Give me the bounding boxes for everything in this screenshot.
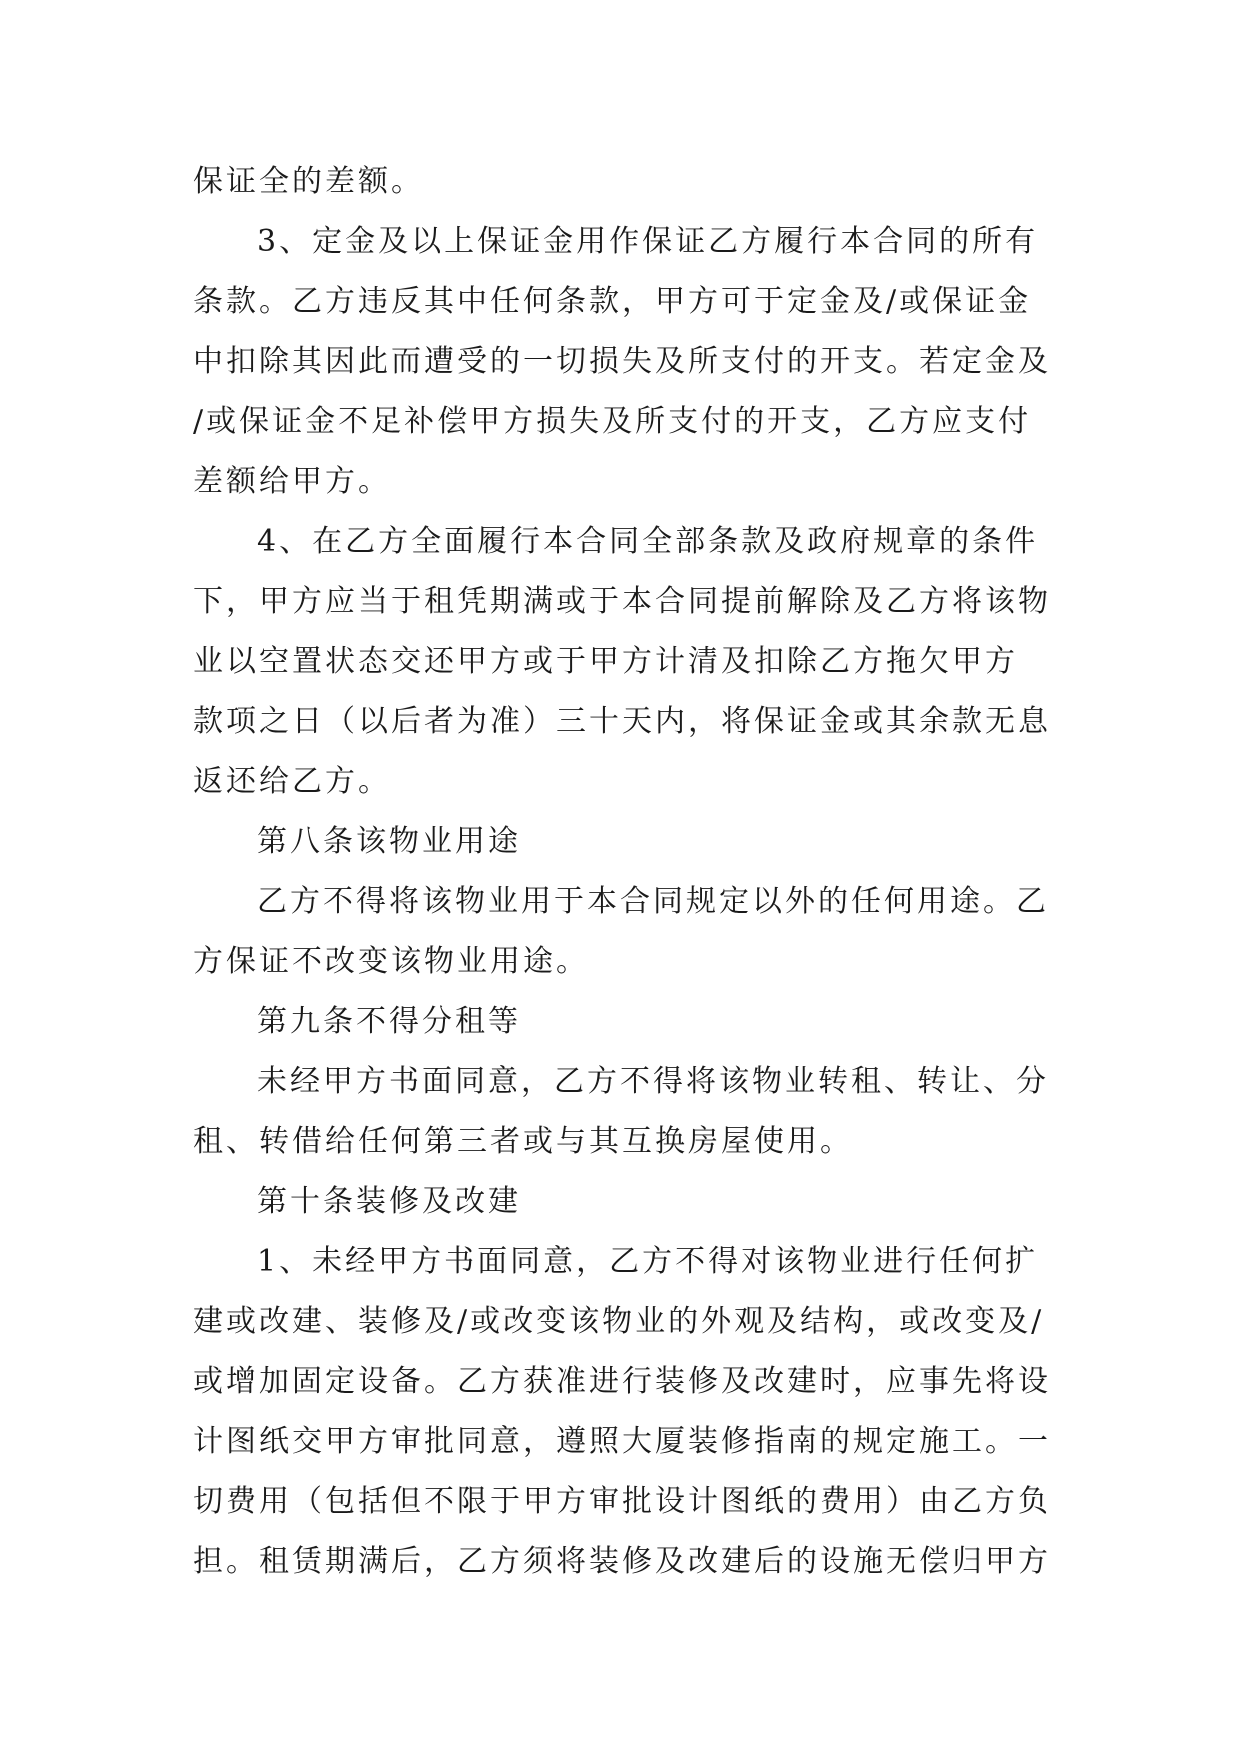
text-line: 第十条装修及改建 xyxy=(257,1184,521,1219)
paragraph-article-9 xyxy=(193,1052,1055,1172)
text-line: 差额给甲方。 xyxy=(193,464,391,499)
text-line: 担。租赁期满后，乙方须将装修及改建后的设施无偿归甲方 xyxy=(193,1544,1051,1579)
text-line: 3、定金及以上保证金用作保证乙方履行本合同的所有 xyxy=(257,224,1039,259)
text-line: 乙方不得将该物业用于本合同规定以外的任何用途。乙 xyxy=(257,884,1049,919)
text-line: 未经甲方书面同意，乙方不得将该物业转租、转让、分 xyxy=(257,1064,1049,1099)
document-body xyxy=(193,152,1055,1592)
text-line: 4、在乙方全面履行本合同全部条款及政府规章的条件 xyxy=(257,524,1039,559)
text-line: 业以空置状态交还甲方或于甲方计清及扣除乙方拖欠甲方 xyxy=(193,644,1018,679)
text-line: 切费用（包括但不限于甲方审批设计图纸的费用）由乙方负 xyxy=(193,1484,1051,1519)
text-line: 第九条不得分租等 xyxy=(257,1004,521,1039)
heading-article-10 xyxy=(193,1172,1055,1232)
text-line: 第八条该物业用途 xyxy=(257,824,521,859)
text-line: 下，甲方应当于租凭期满或于本合同提前解除及乙方将该物 xyxy=(193,584,1051,619)
heading-article-8 xyxy=(193,812,1055,872)
text-line: 计图纸交甲方审批同意，遵照大厦装修指南的规定施工。一 xyxy=(193,1424,1051,1459)
text-line: 条款。乙方违反其中任何条款，甲方可于定金及/或保证金 xyxy=(193,284,1032,319)
paragraph-article-8 xyxy=(193,872,1055,992)
text-line: 款项之日（以后者为准）三十天内，将保证金或其余款无息 xyxy=(193,704,1051,739)
text-line: 建或改建、装修及/或改变该物业的外观及结构，或改变及/ xyxy=(193,1304,1045,1339)
text-line: 1、未经甲方书面同意，乙方不得对该物业进行任何扩 xyxy=(257,1244,1039,1279)
text-line: 保证全的差额。 xyxy=(193,164,424,199)
text-line: 返还给乙方。 xyxy=(193,764,391,799)
paragraph-article-10-clause-1 xyxy=(193,1232,1055,1592)
paragraph-margin-guarantee xyxy=(193,152,1055,212)
heading-article-9 xyxy=(193,992,1055,1052)
text-line: /或保证金不足补偿甲方损失及所支付的开支，乙方应支付 xyxy=(193,404,1032,439)
text-line: 中扣除其因此而遭受的一切损失及所支付的开支。若定金及 xyxy=(193,344,1051,379)
paragraph-clause-3 xyxy=(193,212,1055,512)
text-line: 租、转借给任何第三者或与其互换房屋使用。 xyxy=(193,1124,853,1159)
paragraph-clause-4 xyxy=(193,512,1055,812)
text-line: 方保证不改变该物业用途。 xyxy=(193,944,589,979)
text-line: 或增加固定设备。乙方获准进行装修及改建时，应事先将设 xyxy=(193,1364,1051,1399)
